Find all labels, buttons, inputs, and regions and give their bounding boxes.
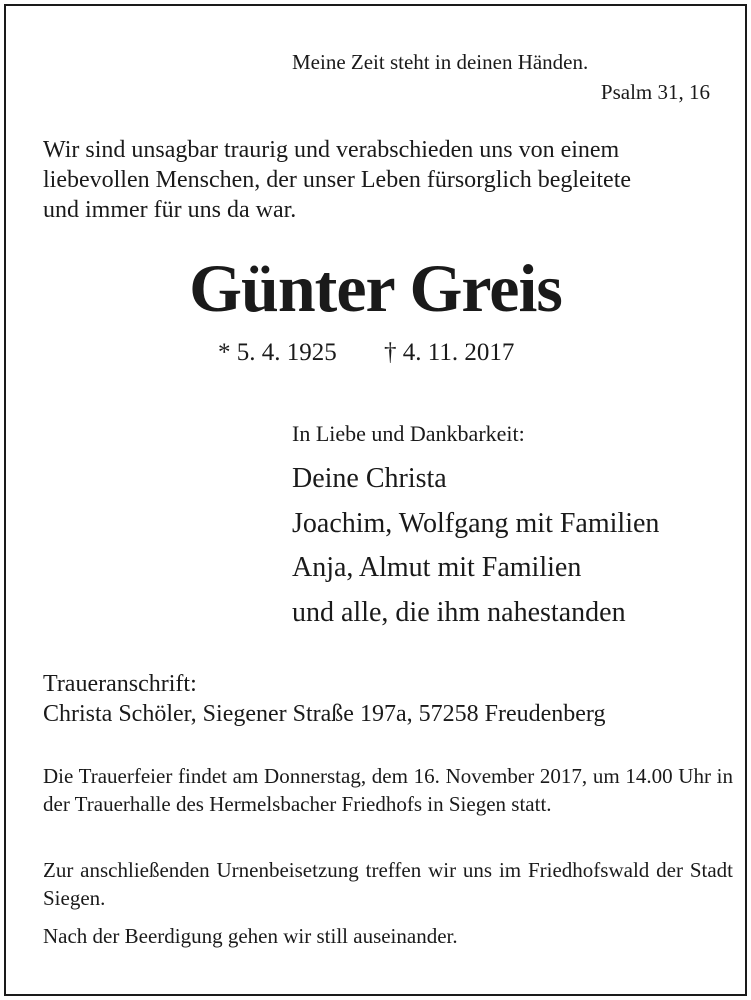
- intro-text: [43, 135, 723, 225]
- bible-verse: Meine Zeit steht in deinen Händen.: [292, 50, 589, 74]
- address-value: Christa Schöler, Siegener Straße 197a, 57258 Freudenberg: [43, 701, 606, 727]
- intro-line: und immer für uns da war.: [43, 197, 297, 223]
- mourners-list: [292, 457, 659, 635]
- birth-date: * 5. 4. 1925: [218, 339, 337, 366]
- intro-line: Wir sind unsagbar traurig und verabschieden uns von einem: [43, 137, 620, 163]
- deceased-name: Günter Greis: [189, 250, 562, 326]
- funeral-notice: Die Trauerfeier findet am Donnerstag, dem 16. November 2017, um 14.00 Uhr in der Trauerhalle des Hermelsbacher Friedhofs in Siegen statt.: [43, 764, 733, 816]
- death-date: † 4. 11. 2017: [384, 339, 515, 366]
- address-label: Traueranschrift:: [43, 671, 197, 697]
- mourner-line: und alle, die ihm nahestanden: [292, 596, 626, 628]
- mourner-line: Joachim, Wolfgang mit Familien: [292, 507, 660, 539]
- mourner-line: Anja, Almut mit Familien: [292, 552, 582, 583]
- bible-verse-reference: Psalm 31, 16: [600, 80, 710, 104]
- mourner-line: Deine Christa: [292, 463, 447, 494]
- intro-line: liebevollen Menschen, der unser Leben fürsorglich begleitete: [43, 167, 632, 193]
- urn-burial-notice: Zur anschließenden Urnenbeisetzung treffen wir uns im Friedhofswald der Stadt Siegen.: [43, 858, 733, 910]
- closing-notice: Nach der Beerdigung gehen wir still auseinander.: [43, 924, 458, 948]
- mourners-heading: In Liebe und Dankbarkeit:: [292, 421, 525, 446]
